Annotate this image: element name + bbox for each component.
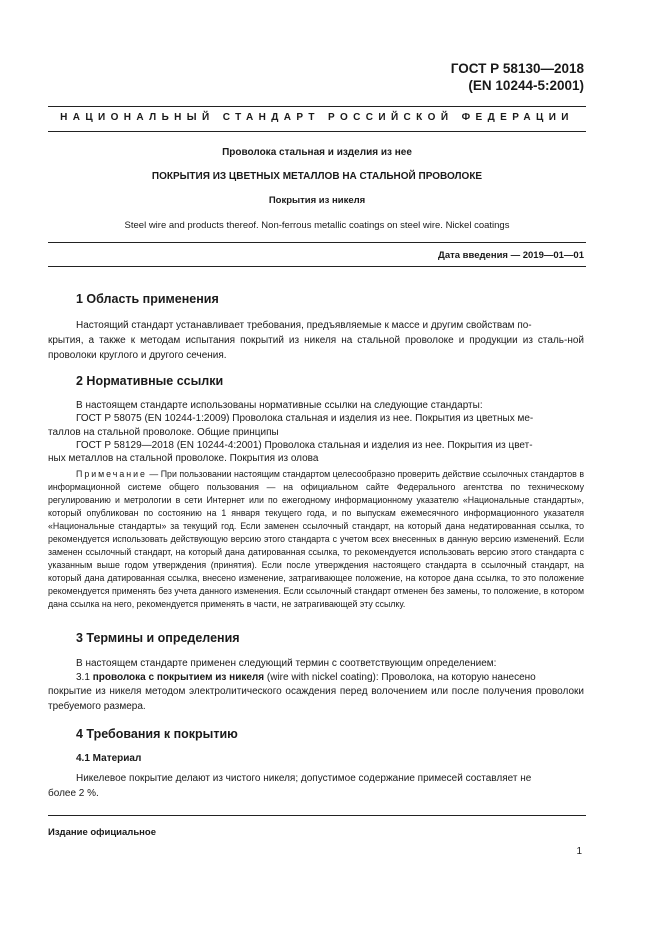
title-series: Проволока стальная и изделия из нее — [222, 147, 412, 158]
reference-2-rest: ных металлов на стальной проволоке. Покрытия из олова — [48, 453, 319, 464]
standard-en-equivalent: (EN 10244-5:2001) — [468, 78, 584, 93]
standard-number: ГОСТ Р 58130—2018 — [450, 61, 584, 76]
term-name: проволока с покрытием из никеля — [92, 672, 265, 683]
title-divider — [48, 242, 586, 243]
section-1-heading: 1 Область применения — [76, 292, 219, 306]
title-sub: Покрытия из никеля — [268, 195, 366, 206]
section-3-intro: В настоящем стандарте применен следующий термин с соответствующим определением: — [76, 658, 497, 669]
section-2-intro: В настоящем стандарте использованы нормативные ссылки на следующие стандарты: — [76, 400, 483, 411]
section-1-para-rest: крытия, а также к методам испытания покрытий из никеля на стальной проволоке и продукции из сталь-ной проволоки круглого и другого сечения. — [48, 335, 584, 361]
standard-designation — [451, 60, 584, 94]
top-divider — [48, 106, 586, 107]
reference-2-line1: ГОСТ Р 58129—2018 (EN 10244-4:2001) Проволока стальная и изделия из нее. Покрытия из цвет- — [76, 440, 533, 451]
term-number: 3.1 — [76, 672, 90, 683]
title-english: Steel wire and products thereof. Non-ferrous metallic coatings on steel wire. Nickel coatings — [124, 220, 510, 231]
reference-1-line1: ГОСТ Р 58075 (EN 10244-1:2009) Проволока стальная и изделия из нее. Покрытия из цветных ме- — [76, 413, 534, 424]
note-text: — При пользовании настоящим стандартом целесообразно проверить действие ссылочных стандартов в информационной системе общего пользования — на официальном сайте Федерального агентства по техническому регулированию и метрологии в сети Интернет или по ежегодному информационному указателю «Национальные стандарты», который опубликован по состоянию на 1 января текущего года, и по выпускам ежемесячного информационного указателя «Национальные стандарты» за текущий год. Если заменен ссылочный стандарт, на который дана недатированная ссылка, то рекомендуется использовать действующую версию этого стандарта с учетом всех внесенных в данную версию изменений. Если заменен ссылочный стандарт, на который дана датированная ссылка, то рекомендуется использовать версию этого стандарта с указанным выше годом утверждения (принятия). Если после утверждения настоящего стандарта в ссылочный стандарт, на который дана датированная ссылка, внесено изменение, затрагивающее положение, на которое дана ссылка, то это положение рекомендуется применять без учета данного изменения. Если ссылочный стандарт отменен без замены, то положение, в котором дана ссылка на него, рекомендуется применять в части, не затрагивающей эту ссылку. — [48, 469, 584, 609]
note-label: Примечание — [76, 469, 147, 479]
page-number: 1 — [576, 846, 582, 857]
date-divider — [48, 266, 586, 267]
introduction-date: Дата введения — 2019—01—01 — [438, 250, 584, 261]
section-2-note — [48, 468, 584, 611]
section-2-heading: 2 Нормативные ссылки — [76, 374, 224, 388]
section-4-heading: 4 Требования к покрытию — [76, 727, 238, 741]
term-3-1-rest: покрытие из никеля методом электролитического осаждения перед волочением или после получения проволоки требуемого размера. — [48, 686, 584, 712]
subsection-4-1-heading: 4.1 Материал — [76, 753, 142, 764]
term-3-1-line1 — [76, 670, 584, 685]
reference-1-rest: таллов на стальной проволоке. Общие принципы — [48, 427, 279, 438]
section-3-heading: 3 Термины и определения — [76, 631, 240, 645]
section-4-1-para-rest: более 2 %. — [48, 788, 99, 799]
section-4-1-para-line1: Никелевое покрытие делают из чистого никеля; допустимое содержание примесей составляет не — [76, 773, 532, 784]
title-main: ПОКРЫТИЯ ИЗ ЦВЕТНЫХ МЕТАЛЛОВ НА СТАЛЬНОЙ ПРОВОЛОКЕ — [151, 171, 483, 182]
banner-divider — [48, 131, 586, 132]
section-1-para-line1: Настоящий стандарт устанавливает требования, предъявляемые к массе и другим свойствам по- — [76, 320, 532, 331]
official-edition-label: Издание официальное — [48, 827, 156, 838]
term-definition-start: (wire with nickel coating): Проволока, на которую нанесено — [264, 672, 536, 683]
national-standard-banner: НАЦИОНАЛЬНЫЙ СТАНДАРТ РОССИЙСКОЙ ФЕДЕРАЦИИ — [60, 112, 574, 123]
footer-divider — [48, 815, 586, 816]
